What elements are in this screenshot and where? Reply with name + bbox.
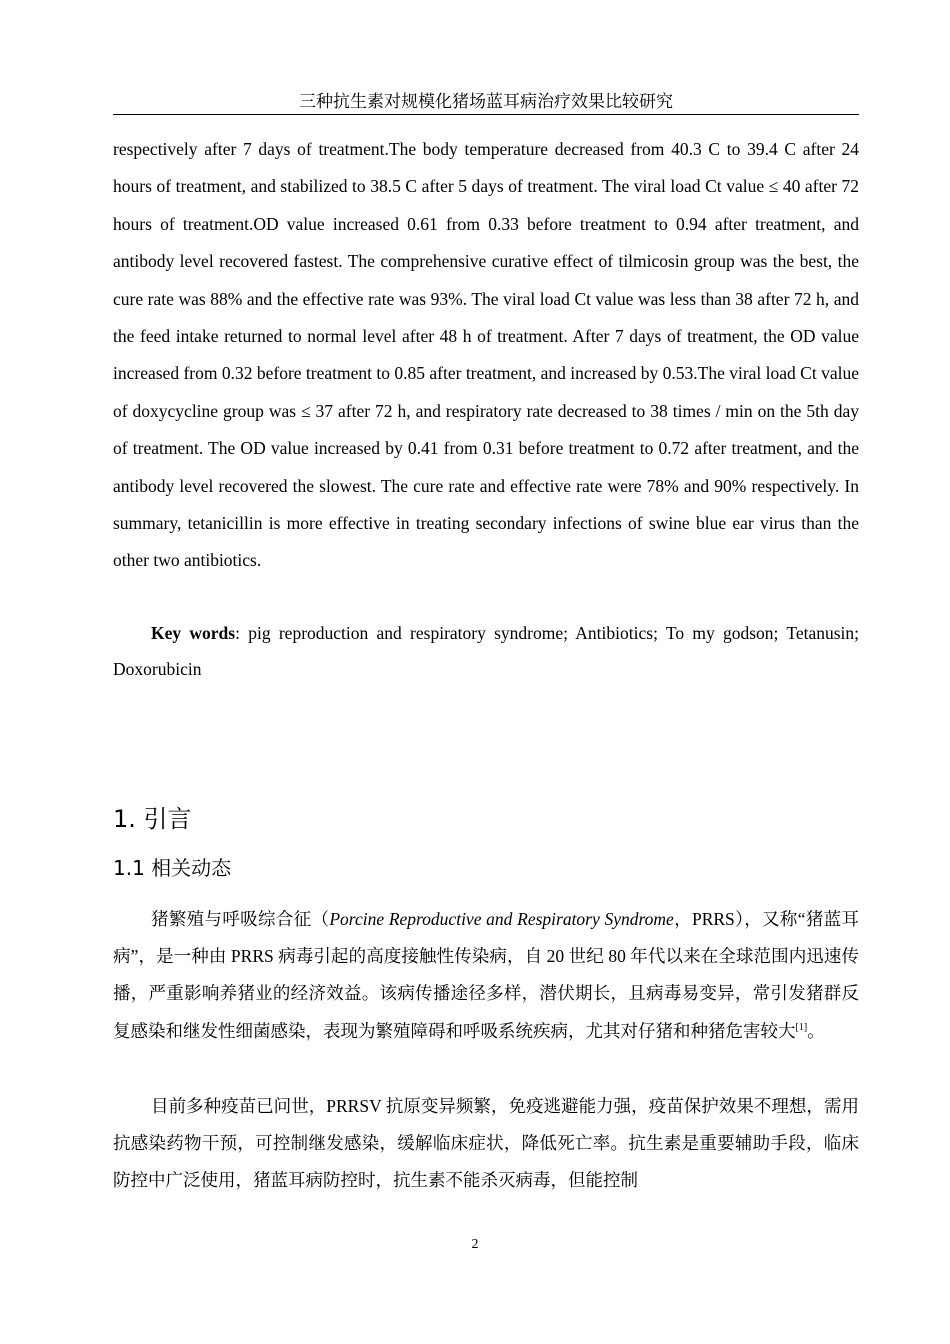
abstract-paragraph: respectively after 7 days of treatment.The body temperature decreased from 40.3 C to 39.4 C after 24 hours of treatment, and stabilized to 38.5 C after 5 days of treatment. The viral load Ct value ≤ 40 after 72 hours of treatment.OD value increased 0.61 from 0.33 before treatment to 0.94 after treatment, and antibody level recovered fastest. The comprehensive curative effect of tilmicosin group was the best, the cure rate was 88% and the effective rate was 93%. The viral load Ct value was less than 38 after 72 h, and the feed intake returned to normal level after 48 h of treatment. After 7 days of treatment, the OD value increased from 0.32 before treatment to 0.85 after treatment, and increased by 0.53.The viral load Ct value of doxycycline group was ≤ 37 after 72 h, and respiratory rate decreased to 38 times / min on the 5th day of treatment. The OD value increased by 0.41 from 0.31 before treatment to 0.72 after treatment, and the antibody level recovered the slowest. The cure rate and effective rate were 78% and 90% respectively. In summary, tetanicillin is more effective in treating secondary infections of swine blue ear virus than the other two antibiotics. — [113, 139, 859, 571]
page-number: 2 — [471, 1237, 479, 1252]
body-paragraph-2: 目前多种疫苗已问世，PRRSV 抗原变异频繁，免疫逃避能力强，疫苗保护效果不理想，需用抗感染药物干预，可控制继发感染，缓解临床症状，降低死亡率。抗生素是重要辅助手段，临床防控中广泛使用，猪蓝耳病防控时，抗生素不能杀灭病毒，但能控制 — [113, 1096, 859, 1191]
section-heading-introduction: 1. 引言 — [113, 805, 192, 833]
body-paragraph-1 — [113, 901, 859, 1050]
keywords-label: Key words — [151, 623, 236, 643]
keywords-list: : pig reproduction and respiratory syndrome; Antibiotics; To my godson; Tetanusin; Doxorubicin — [113, 623, 859, 679]
running-header: 三种抗生素对规模化猪场蓝耳病治疗效果比较研究 — [113, 92, 859, 115]
paragraph-1-end: 。 — [807, 1020, 825, 1041]
citation-reference[interactable]: [1] — [795, 1021, 808, 1033]
paragraph-1-text-b: ，PRRS），又称“猪蓝耳病”，是一种由 PRRS 病毒引起的高度接触性传染病，自 20 世纪 80 年代以来在全球范围内迅速传播，严重影响养猪业的经济效益。该病传播途径多样，潜伏期长，且病毒易变异，常引发猪群反复感染和继发性细菌感染，表现为繁殖障碍和呼吸系统疾病，尤其对仔猪和种猪危害较大 — [113, 909, 859, 1041]
paragraph-1-text-a: 猪繁殖与呼吸综合征（ — [151, 909, 330, 929]
keywords-paragraph — [113, 615, 859, 687]
subsection-heading-related-dynamics: 1.1 相关动态 — [113, 856, 232, 880]
paragraph-1-latin-name: Porcine Reproductive and Respiratory Syndrome — [329, 909, 674, 929]
